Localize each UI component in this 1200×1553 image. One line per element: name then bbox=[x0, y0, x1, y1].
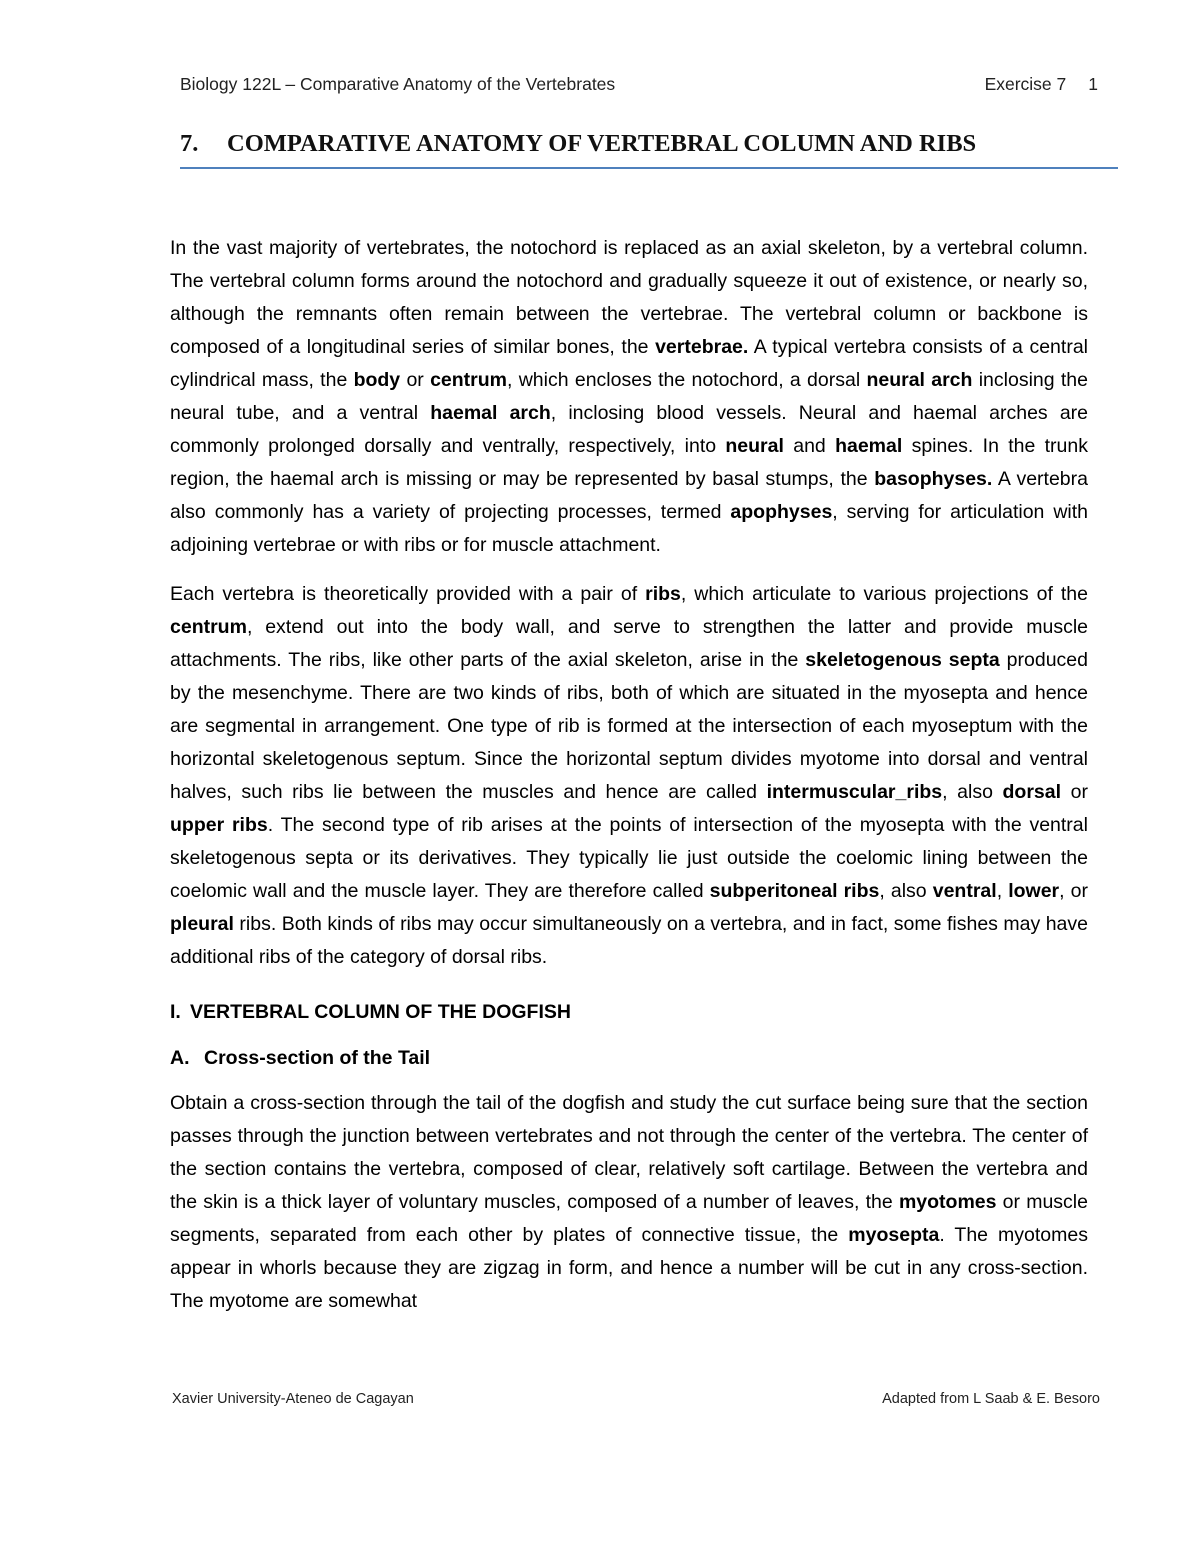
page-header bbox=[180, 72, 1098, 98]
page-number: 1 bbox=[1088, 74, 1098, 94]
text-run: , bbox=[996, 880, 1009, 902]
text-run: , also bbox=[942, 781, 1003, 803]
text-run: Each vertebra is theoretically provided with a pair of bbox=[170, 583, 646, 605]
term-neural: neural bbox=[725, 435, 784, 457]
text-run: A typical vertebra consists of a central cylindrical mass, the bbox=[170, 336, 1088, 391]
course-title: Biology 122L – Comparative Anatomy of the Vertebrates bbox=[180, 74, 616, 94]
term-body: body bbox=[353, 369, 401, 391]
term-ribs: ribs bbox=[645, 583, 681, 605]
paragraph-ribs bbox=[170, 578, 1088, 974]
text-run: ribs. Both kinds of ribs may occur simultaneously on a vertebra, and in fact, some fishes may have additional ribs of the category of dorsal ribs. bbox=[170, 913, 1088, 968]
term-centrum: centrum bbox=[430, 369, 508, 391]
text-run: and bbox=[783, 435, 836, 457]
term-haemal: haemal bbox=[835, 435, 903, 457]
body-text bbox=[170, 232, 1088, 1318]
text-run: A vertebra also commonly has a variety of projecting processes, termed bbox=[170, 468, 1088, 523]
text-run: . The second type of rib arises at the points of intersection of the myosepta with the ventral skeletogenous septa or its derivatives. They typically lie just outside the coelomic lining between the coelomic wall and the muscle layer. They are therefore called bbox=[170, 814, 1088, 902]
text-run: spines. In the trunk region, the haemal arch is missing or may be represented by basal stumps, the bbox=[170, 435, 1088, 490]
term-myotomes: myotomes bbox=[898, 1191, 997, 1213]
term-basophyses: basophyses. bbox=[874, 468, 993, 490]
text-run: . The myotomes appear in whorls because they are zigzag in form, and hence a number will be cut in any cross-section. The myotome are somewhat bbox=[170, 1224, 1088, 1312]
subsection-title: Cross-section of the Tail bbox=[204, 1047, 431, 1069]
paragraph-vertebral-column bbox=[170, 232, 1088, 562]
text-run: , or bbox=[1059, 880, 1088, 902]
text-run: Obtain a cross-section through the tail of the dogfish and study the cut surface being sure that the section passes through the junction between vertebrates and not through the center of the vertebra. The center of the section contains the vertebra, composed of clear, relatively soft cartilage. Between the vertebra and the skin is a thick layer of voluntary muscles, composed of a number of leaves, the bbox=[170, 1092, 1088, 1213]
term-apophyses: apophyses bbox=[730, 501, 833, 523]
chapter-title bbox=[180, 130, 1118, 169]
text-run: , which articulate to various projections of the bbox=[680, 583, 1088, 605]
chapter-title-text: COMPARATIVE ANATOMY OF VERTEBRAL COLUMN AND RIBS bbox=[227, 130, 977, 157]
term-intermuscular-ribs: intermuscular_ribs bbox=[766, 781, 943, 803]
text-run: , serving for articulation with adjoining vertebrae or with ribs or for muscle attachment. bbox=[170, 501, 1088, 556]
term-skeletogenous-septa: skeletogenous septa bbox=[805, 649, 1000, 671]
term-pleural: pleural bbox=[170, 913, 234, 935]
term-ventral: ventral bbox=[932, 880, 997, 902]
chapter-number: 7. bbox=[180, 130, 199, 157]
term-neural-arch: neural arch bbox=[866, 369, 973, 391]
term-subperitoneal-ribs: subperitoneal ribs bbox=[709, 880, 880, 902]
section-title: VERTEBRAL COLUMN OF THE DOGFISH bbox=[190, 1001, 571, 1023]
term-lower: lower bbox=[1008, 880, 1060, 902]
text-run: , also bbox=[879, 880, 933, 902]
text-run: or muscle segments, separated from each other by plates of connective tissue, the bbox=[170, 1191, 1088, 1246]
text-run: , inclosing blood vessels. Neural and haemal arches are commonly prolonged dorsally and ventrally, respectively, into bbox=[170, 402, 1089, 457]
term-centrum: centrum bbox=[170, 616, 247, 638]
footer-attribution: Adapted from L Saab & E. Besoro bbox=[882, 1391, 1100, 1407]
text-run: , extend out into the body wall, and serve to strengthen the latter and provide muscle attachments. The ribs, like other parts of the axial skeleton, arise in the bbox=[170, 616, 1088, 671]
term-myosepta: myosepta bbox=[848, 1224, 940, 1246]
term-upper-ribs: upper ribs bbox=[170, 814, 268, 836]
term-dorsal: dorsal bbox=[1002, 781, 1062, 803]
section-label: I. bbox=[170, 1001, 181, 1023]
term-vertebrae: vertebrae. bbox=[655, 336, 749, 358]
text-run: inclosing the neural tube, and a ventral bbox=[170, 369, 1088, 424]
footer-institution: Xavier University-Ateneo de Cagayan bbox=[172, 1391, 414, 1407]
paragraph-cross-section bbox=[170, 1087, 1088, 1318]
text-run: or bbox=[400, 369, 431, 391]
subsection-heading bbox=[170, 1042, 1088, 1075]
text-run: produced by the mesenchyme. There are two kinds of ribs, both of which are situated in the myosepta and hence are segmental in arrangement. One type of rib is formed at the intersection of each myoseptum with the horizontal skeletogenous septum. Since the horizontal septum divides myotome into dorsal and ventral halves, such ribs lie between the muscles and hence are called bbox=[170, 649, 1088, 803]
subsection-label: A. bbox=[170, 1047, 190, 1069]
exercise-label bbox=[985, 74, 1098, 95]
term-haemal-arch: haemal arch bbox=[430, 402, 551, 424]
exercise-number: Exercise 7 bbox=[984, 74, 1067, 94]
text-run: , which encloses the notochord, a dorsal bbox=[507, 369, 867, 391]
section-heading bbox=[170, 996, 1088, 1029]
text-run: or bbox=[1061, 781, 1088, 803]
text-run: In the vast majority of vertebrates, the notochord is replaced as an axial skeleton, by a vertebral column. The vertebral column forms around the notochord and gradually squeeze it out of existence, or nearly so, although the remnants often remain between the vertebrae. The vertebral column or backbone is composed of a longitudinal series of similar bones, the bbox=[170, 237, 1088, 358]
page-footer bbox=[172, 1391, 1100, 1413]
